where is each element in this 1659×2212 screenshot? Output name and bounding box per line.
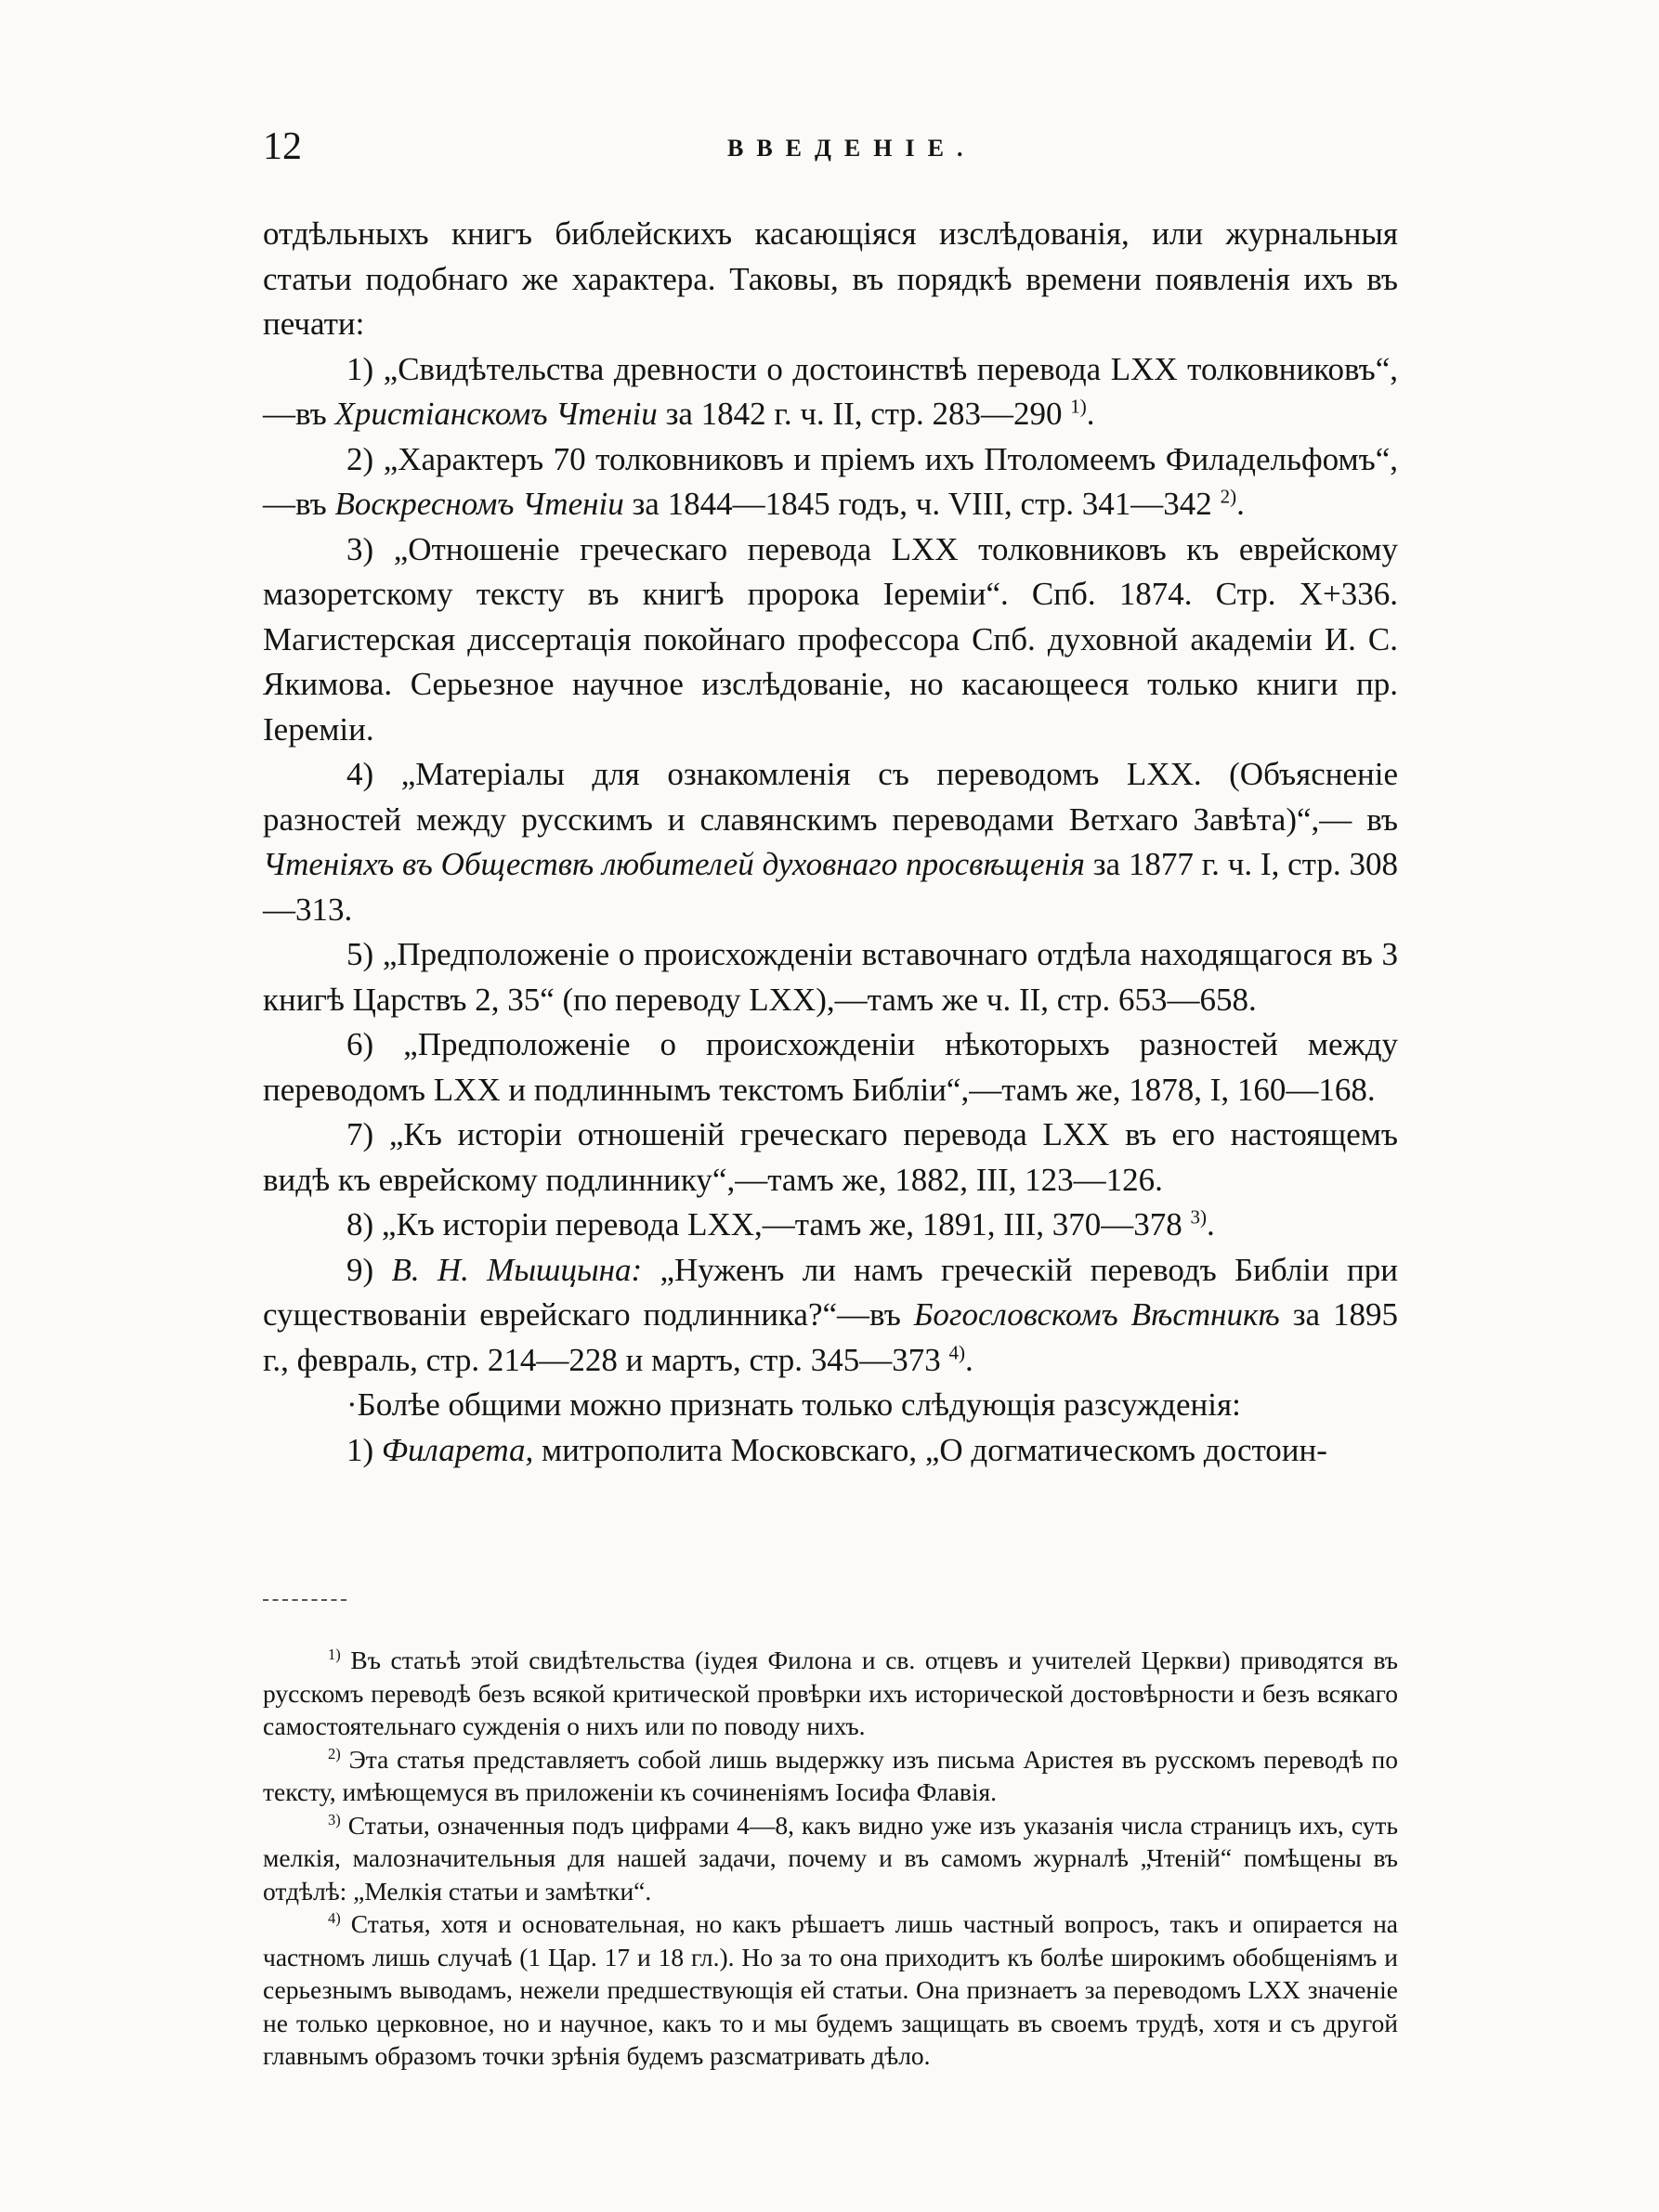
periodical-title: Воскресномъ Чтеніи	[334, 486, 624, 522]
bibliography-item: 7) „Къ исторіи отношеній греческаго перевода LXX въ его настоящемъ видѣ къ еврейскому подлиннику“,—тамъ же, 1882, III, 123—126.	[263, 1116, 1398, 1198]
intro-paragraph: отдѣльныхъ книгъ библейскихъ касающіяся изслѣдованія, или журнальныя статьи подобнаго же характера. Таковы, въ порядкѣ времени появленія ихъ въ печати:	[263, 215, 1398, 342]
footnote: $^{2)}$ Эта статья представляетъ собой лишь выдержку изъ письма Аристея въ русскомъ переводѣ по тексту, имѣющемуся въ приложеніи къ сочиненіямъ Іосифа Флавія.	[263, 1744, 1398, 1806]
running-head: ВВЕДЕНІЕ.	[727, 135, 976, 162]
bibliography-item: 8) „Къ исторіи перевода LXX,—тамъ же, 1891, III, 370—378 $^{3)}$.	[346, 1205, 1215, 1243]
footnotes	[263, 1644, 1398, 2073]
bibliography-item: 6) „Предположеніе о происхожденіи нѣкоторыхъ разностей между переводомъ LXX и подлиннымъ текстомъ Библіи“,—тамъ же, 1878, I, 160—168.	[263, 1026, 1398, 1108]
periodical-title: Чтеніяхъ въ Обществѣ любителей духовнаго просвѣщенія	[263, 846, 1085, 882]
footnote-ref: 4)	[948, 1340, 966, 1363]
footnote: $^{1)}$ Въ статьѣ этой свидѣтельства (іудея Филона и св. отцевъ и учителей Церкви) приводятся въ русскомъ переводѣ безъ всякой критической провѣрки ихъ исторической достовѣрности и безъ всякаго самостоятельнаго сужденія о нихъ или по поводу нихъ.	[263, 1645, 1398, 1740]
footnote-divider	[263, 1599, 346, 1601]
bibliography-item: 5) „Предположеніе о происхожденіи вставочнаго отдѣла находящагося въ 3 книгѣ Царствъ 2, 35“ (по переводу LXX),—тамъ же ч. II, стр. 653—658.	[263, 936, 1398, 1018]
author-name: В. Н. Мышцына:	[391, 1251, 643, 1288]
footnote-ref: 1)	[1070, 395, 1087, 418]
bibliography-item: 1) Филарета, митрополита Московскаго, „О догматическомъ достоин-	[346, 1431, 1327, 1468]
footnote: $^{4)}$ Статья, хотя и основательная, но какъ рѣшаетъ лишь частный вопросъ, такъ и опирается на частномъ лишь случаѣ (1 Цар. 17 и 18 гл.). Но за то она приходитъ къ болѣе широкимъ обобщеніямъ и серьезнымъ выводамъ, нежели предшествующія ей статьи. Она признаетъ за переводомъ LXX значеніе не только церковное, но и научное, какъ то и мы будемъ защищать въ своемъ трудѣ, хотя и съ другой главнымъ образомъ точки зрѣнія будемъ разсматривать дѣло.	[263, 1908, 1398, 2070]
footnote-ref: 3)	[1190, 1205, 1208, 1229]
bibliography-item: 3) „Отношеніе греческаго перевода LXX толковниковъ къ еврейскому мазоретскому тексту въ книгѣ пророка Іереміи“. Спб. 1874. Стр. X+336. Магистерская диссертація покойнаго профессора Спб. духовной академіи И. С. Якимова. Серьезное научное изслѣдованіе, но касающееся только книги пр. Іереміи.	[263, 530, 1398, 748]
page-header	[263, 119, 1398, 175]
footnote-mark: 2)	[328, 1744, 341, 1763]
general-works-paragraph: ·Болѣе общими можно признать только слѣдующія разсужденія:	[346, 1386, 1241, 1423]
periodical-title: Христіанскомъ Чтеніи	[334, 396, 658, 432]
bibliography-item: 9) В. Н. Мышцына: „Нуженъ ли намъ греческій переводъ Библіи при существованіи еврейскаго подлинника?“—въ Богословскомъ Вѣстникѣ за 1895 г., февраль, стр. 214—228 и мартъ, стр. 345—373 $^{4)}$.	[263, 1251, 1398, 1378]
periodical-title: Богословскомъ Вѣстникѣ	[913, 1296, 1280, 1333]
page-number: 12	[263, 125, 302, 168]
footnote-mark: 3)	[328, 1810, 341, 1828]
footnote-mark: 1)	[328, 1645, 341, 1663]
bibliography-item: 4) „Матеріалы для ознакомленія съ переводомъ LXX. (Объясненіе разностей между русскимъ и славянскимъ переводами Ветхаго Завѣта)“,— въ Чтеніяхъ въ Обществѣ любителей духовнаго просвѣщенія за 1877 г. ч. I, стр. 308—313.	[263, 756, 1398, 928]
footnote-ref: 2)	[1220, 485, 1237, 508]
footnote: $^{3)}$ Статьи, означенныя подъ цифрами 4—8, какъ видно уже изъ указанія числа страницъ ихъ, суть мелкія, малозначительныя для нашей задачи, почему и въ самомъ журналѣ „Чтеній“ помѣщены въ отдѣлѣ: „Мелкія статьи и замѣтки“.	[263, 1810, 1398, 1906]
main-text	[263, 212, 1398, 1473]
footnote-mark: 4)	[328, 1908, 341, 1927]
author-name: Филарета,	[381, 1431, 534, 1468]
bibliography-item: 2) „Характеръ 70 толковниковъ и пріемъ ихъ Птоломеемъ Филадельфомъ“,—въ Воскресномъ Чтеніи за 1844—1845 годъ, ч. VIII, стр. 341—342 $^{2)}$.	[263, 440, 1398, 522]
bibliography-item: 1) „Свидѣтельства древности о достоинствѣ перевода LXX толковниковъ“,—въ Христіанскомъ Чтеніи за 1842 г. ч. II, стр. 283—290 $^{1)}$.	[263, 350, 1398, 432]
